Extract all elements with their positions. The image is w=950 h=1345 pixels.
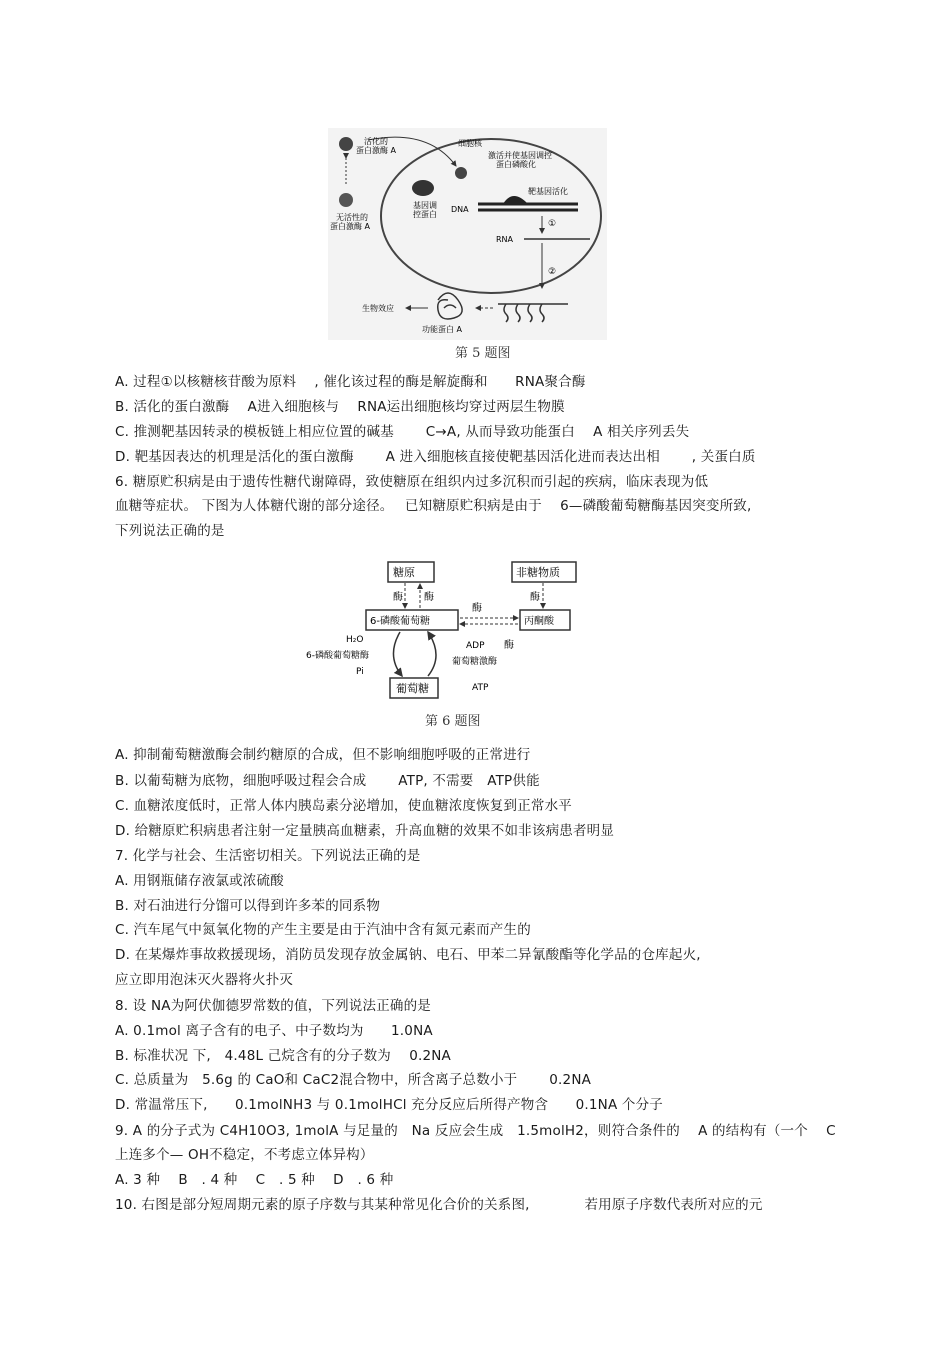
q8-option-d: D. 常温常压下, 0.1molNH3 与 0.1molHCl 充分反应后所得产物含 0.1NA 个分子 xyxy=(115,1097,663,1113)
fig5-dna-label: DNA xyxy=(451,205,469,214)
fig5-inactive-kinase-label: 无活性的蛋白激酶 A xyxy=(330,213,371,231)
fig5-activate-label: 激活并使基因调控蛋白磷酸化 xyxy=(488,151,552,169)
fig5-caption: 第 5 题图 xyxy=(455,346,511,361)
q7-option-d-cont: 应立即用泡沫灭火器将火扑灭 xyxy=(115,972,294,988)
fig6-adp-label: ADP xyxy=(466,641,485,651)
q6-stem-3: 下列说法正确的是 xyxy=(115,523,225,539)
fig6-non-sugar-label: 非糖物质 xyxy=(516,566,560,579)
q6-option-b: B. 以葡萄糖为底物，细胞呼吸过程会合成 ATP, 不需要 ATP供能 xyxy=(115,773,540,789)
q6-option-d: D. 给糖原贮积病患者注射一定量胰高血糖素，升高血糖的效果不如非该病患者明显 xyxy=(115,823,615,839)
fig5-step2-label: ② xyxy=(548,267,557,277)
q6-stem-1: 6. 糖原贮积病是由于遗传性糖代谢障碍，致使糖原在组织内过多沉积而引起的疾病，临床表现为低 xyxy=(115,474,709,490)
q9-options: A. 3 种 B . 4 种 C . 5 种 D . 6 种 xyxy=(115,1172,394,1188)
fig6-caption: 第 6 题图 xyxy=(425,714,481,729)
q8-option-b: B. 标准状况 下, 4.48L 己烷含有的分子数为 0.2NA xyxy=(115,1048,451,1064)
fig6-g6pase-label: 6-磷酸葡萄糖酶 xyxy=(306,651,369,661)
figure-q5 xyxy=(328,128,607,340)
kinase-active-icon xyxy=(339,137,353,151)
fig5-activated-kinase-label: 活化的蛋白激酶 A xyxy=(356,137,397,155)
fig6-enzyme-label-5: 酶 xyxy=(504,640,514,651)
functional-protein-icon xyxy=(438,293,462,319)
fig5-gene-reg-label: 基因调控蛋白 xyxy=(413,201,437,219)
fig6-enzyme-label-1: 酶 xyxy=(393,592,403,603)
q6-option-a: A. 抑制葡萄糖激酶会制约糖原的合成，但不影响细胞呼吸的正常进行 xyxy=(115,747,531,763)
fig6-pyruvate-label: 丙酮酸 xyxy=(524,616,554,627)
kinase-inactive-icon xyxy=(339,193,353,207)
fig6-enzyme-label-4: 酶 xyxy=(530,592,540,603)
q5-option-d: D. 靶基因表达的机理是活化的蛋白激酶 A 进入细胞核直接使靶基因活化进而表达出相 , 关蛋白质 xyxy=(115,449,756,465)
q8-option-a: A. 0.1mol 离子含有的电子、中子数均为 1.0NA xyxy=(115,1023,433,1039)
fig6-h2o-label: H₂O xyxy=(346,635,364,645)
fig5-step1-label: ① xyxy=(548,219,557,229)
q5-option-c: C. 推测靶基因转录的模板链上相应位置的碱基 C→A, 从而导致功能蛋白 A 相关序列丢失 xyxy=(115,424,690,440)
fig6-enzyme-label-2: 酶 xyxy=(424,592,434,603)
glucose-metabolism-diagram xyxy=(300,556,590,706)
cell-signaling-diagram xyxy=(328,128,607,340)
q9-stem-2: 上连多个— OH不稳定，不考虑立体异构） xyxy=(115,1147,374,1163)
q8-stem: 8. 设 NA为阿伏伽德罗常数的值，下列说法正确的是 xyxy=(115,998,431,1014)
q7-option-b: B. 对石油进行分馏可以得到许多苯的同系物 xyxy=(115,898,381,914)
fig6-pi-label: Pi xyxy=(356,667,364,677)
q5-option-a: A. 过程①以核糖核苷酸为原料 , 催化该过程的酶是解旋酶和 RNA聚合酶 xyxy=(115,374,586,390)
q7-stem: 7. 化学与社会、生活密切相关。下列说法正确的是 xyxy=(115,848,421,864)
q7-option-a: A. 用钢瓶储存液氯或浓硫酸 xyxy=(115,873,284,889)
q7-option-d: D. 在某爆炸事故救援现场，消防员发现存放金属钠、电石、甲苯二异氰酸酯等化学品的仓库起火, xyxy=(115,947,701,963)
q8-option-c: C. 总质量为 5.6g 的 CaO和 CaC2混合物中，所含离子总数小于 0.2NA xyxy=(115,1072,592,1088)
fig5-rna-label: RNA xyxy=(496,235,514,244)
q9-stem-1: 9. A 的分子式为 C4H10O3, 1molA 与足量的 Na 反应会生成 1.5molH2，则符合条件的 A 的结构有（一个 C xyxy=(115,1123,836,1139)
q10-stem: 10. 右图是部分短周期元素的原子序数与其某种常见化合价的关系图, 若用原子序数代表所对应的元 xyxy=(115,1197,763,1213)
q6-option-c: C. 血糖浓度低时，正常人体内胰岛素分泌增加，使血糖浓度恢复到正常水平 xyxy=(115,798,573,814)
fig5-nucleus-label: 细胞核 xyxy=(458,139,482,148)
figure-q6 xyxy=(300,556,590,706)
q5-option-b: B. 活化的蛋白激酶 A进入细胞核与 RNA运出细胞核均穿过两层生物膜 xyxy=(115,399,565,415)
gene-regulatory-protein-icon xyxy=(412,180,434,196)
fig5-func-protein-label: 功能蛋白 A xyxy=(422,325,463,334)
fig6-enzyme-label-3: 酶 xyxy=(472,603,482,614)
fig5-bio-effect-label: 生物效应 xyxy=(362,304,394,313)
q7-option-c: C. 汽车尾气中氮氧化物的产生主要是由于汽油中含有氮元素而产生的 xyxy=(115,922,531,938)
fig6-glycogen-label: 糖原 xyxy=(393,566,415,579)
q6-stem-2: 血糖等症状。 下图为人体糖代谢的部分途径。 已知糖原贮积病是由于 6—磷酸葡萄糖酶基因突变所致, xyxy=(115,498,752,514)
fig5-target-gene-label: 靶基因活化 xyxy=(528,187,568,196)
fig6-glucose-label: 葡萄糖 xyxy=(396,682,429,695)
fig6-hexokinase-label: 葡萄糖激酶 xyxy=(452,657,498,667)
fig6-atp-label: ATP xyxy=(472,683,489,693)
fig6-g6p-label: 6-磷酸葡萄糖 xyxy=(370,616,430,627)
